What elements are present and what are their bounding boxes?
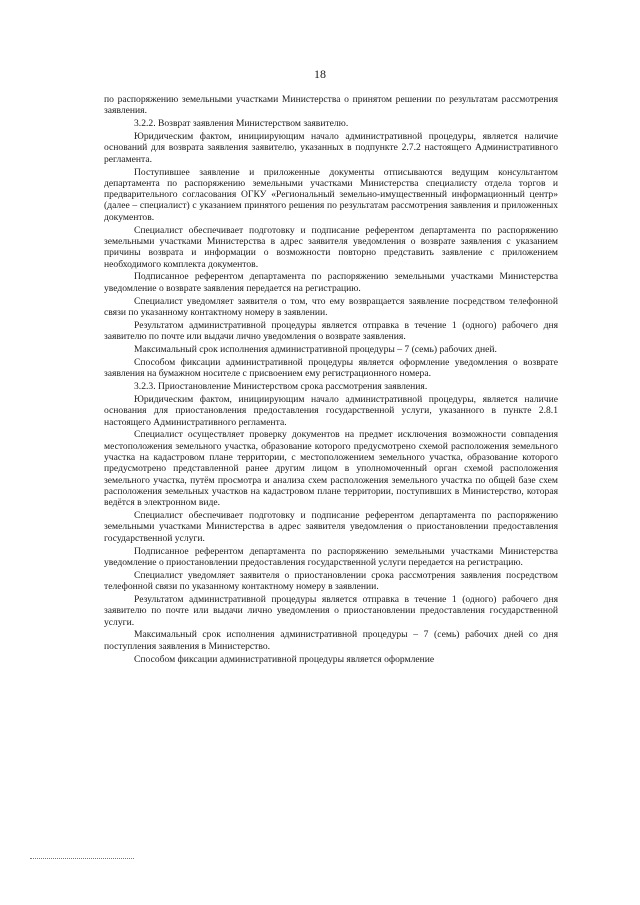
section-heading: 3.2.2. Возврат заявления Министерством заявителю. xyxy=(134,118,349,130)
paragraph: Поступившее заявление и приложенные документы отписываются ведущим консультантом департамента по распоряжению земельными участками Министерства специалисту отдела торгов и предварительного согласования ОГКУ «Региональный земельно-имущественный информационный центр» (далее – специалист) с указанием принятого решения по результатам рассмотрения заявления и приложенных документов. xyxy=(104,166,558,223)
paragraph: Специалист уведомляет заявителя о том, что ему возвращается заявление посредством телефонной связи по указанному контактному номеру в заявлении. xyxy=(104,295,558,318)
paragraph: Специалист обеспечивает подготовку и подписание референтом департамента по распоряжению земельными участками Министерства в адрес заявителя уведомления о приостановлении предоставления государственной услуги. xyxy=(104,510,558,544)
paragraph: Подписанное референтом департамента по распоряжению земельными участками Министерства уведомление о приостановлении предоставления государственной услуги передается на регистрацию. xyxy=(104,545,558,568)
paragraph: Юридическим фактом, инициирующим начало административной процедуры, является наличие основания для приостановления предоставления государственной услуги, указанного в пункте 2.8.1 настоящего Административного регламента. xyxy=(104,393,558,428)
paragraph: Специалист обеспечивает подготовку и подписание референтом департамента по распоряжению земельными участками Министерства в адрес заявителя уведомления о возврате заявления с указанием причины возврата и информации о возможности повторно представить заявление с приложением необходимого комплекта документов. xyxy=(104,224,558,270)
paragraph: по распоряжению земельными участками Министерства о принятом решении по результатам рассмотрения заявления. xyxy=(104,94,558,117)
document-body xyxy=(104,94,558,667)
paragraph: Результатом административной процедуры является отправка в течение 1 (одного) рабочего дня заявителю по почте или выдачи лично уведомления о приостановлении предоставления государственной услуги. xyxy=(104,593,558,628)
paragraph: Максимальный срок исполнения административной процедуры – 7 (семь) рабочих дней. xyxy=(134,343,497,355)
section-heading: 3.2.3. Приостановление Министерством срока рассмотрения заявления. xyxy=(134,381,428,393)
paragraph: Максимальный срок исполнения административной процедуры – 7 (семь) рабочих дней со дня поступления заявления в Министерство. xyxy=(104,629,558,652)
paragraph: Юридическим фактом, инициирующим начало административной процедуры, является наличие оснований для возврата заявления заявителю, указанных в подпункте 2.7.2 настоящего Административного регламента. xyxy=(104,131,558,165)
paragraph: Специалист уведомляет заявителя о приостановлении срока рассмотрения заявления посредством телефонной связи по указанному контактному номеру в заявлении. xyxy=(104,569,558,593)
paragraph: Специалист осуществляет проверку документов на предмет исключения возможности совпадения местоположения земельного участка, образование которого предусмотрено схемой расположения земельного участка на кадастровом плане территории, с местоположением земельного участка, образование которого предусмотрено представленной ранее другим лицом в уполномоченный орган схемой расположения земельного участка, путём просмотра и анализа схем расположения земельного участка по общей базе схем расположения земельных участков на кадастровом плане территории, поступивших в Министерство, которая ведётся в электронном виде. xyxy=(104,429,558,509)
footnote-divider xyxy=(30,858,134,859)
page-number: 18 xyxy=(314,67,326,81)
paragraph: Способом фиксации административной процедуры является оформление уведомления о возврате заявления на бумажном носителе с присвоением ему регистрационного номера. xyxy=(104,356,558,380)
paragraph: Подписанное референтом департамента по распоряжению земельными участками Министерства уведомление о возврате заявления передается на регистрацию. xyxy=(104,271,558,294)
paragraph: Результатом административной процедуры является отправка в течение 1 (одного) рабочего дня заявителю по почте или выдачи лично уведомления о возврате заявления. xyxy=(104,319,558,343)
paragraph: Способом фиксации административной процедуры является оформление xyxy=(134,653,435,665)
